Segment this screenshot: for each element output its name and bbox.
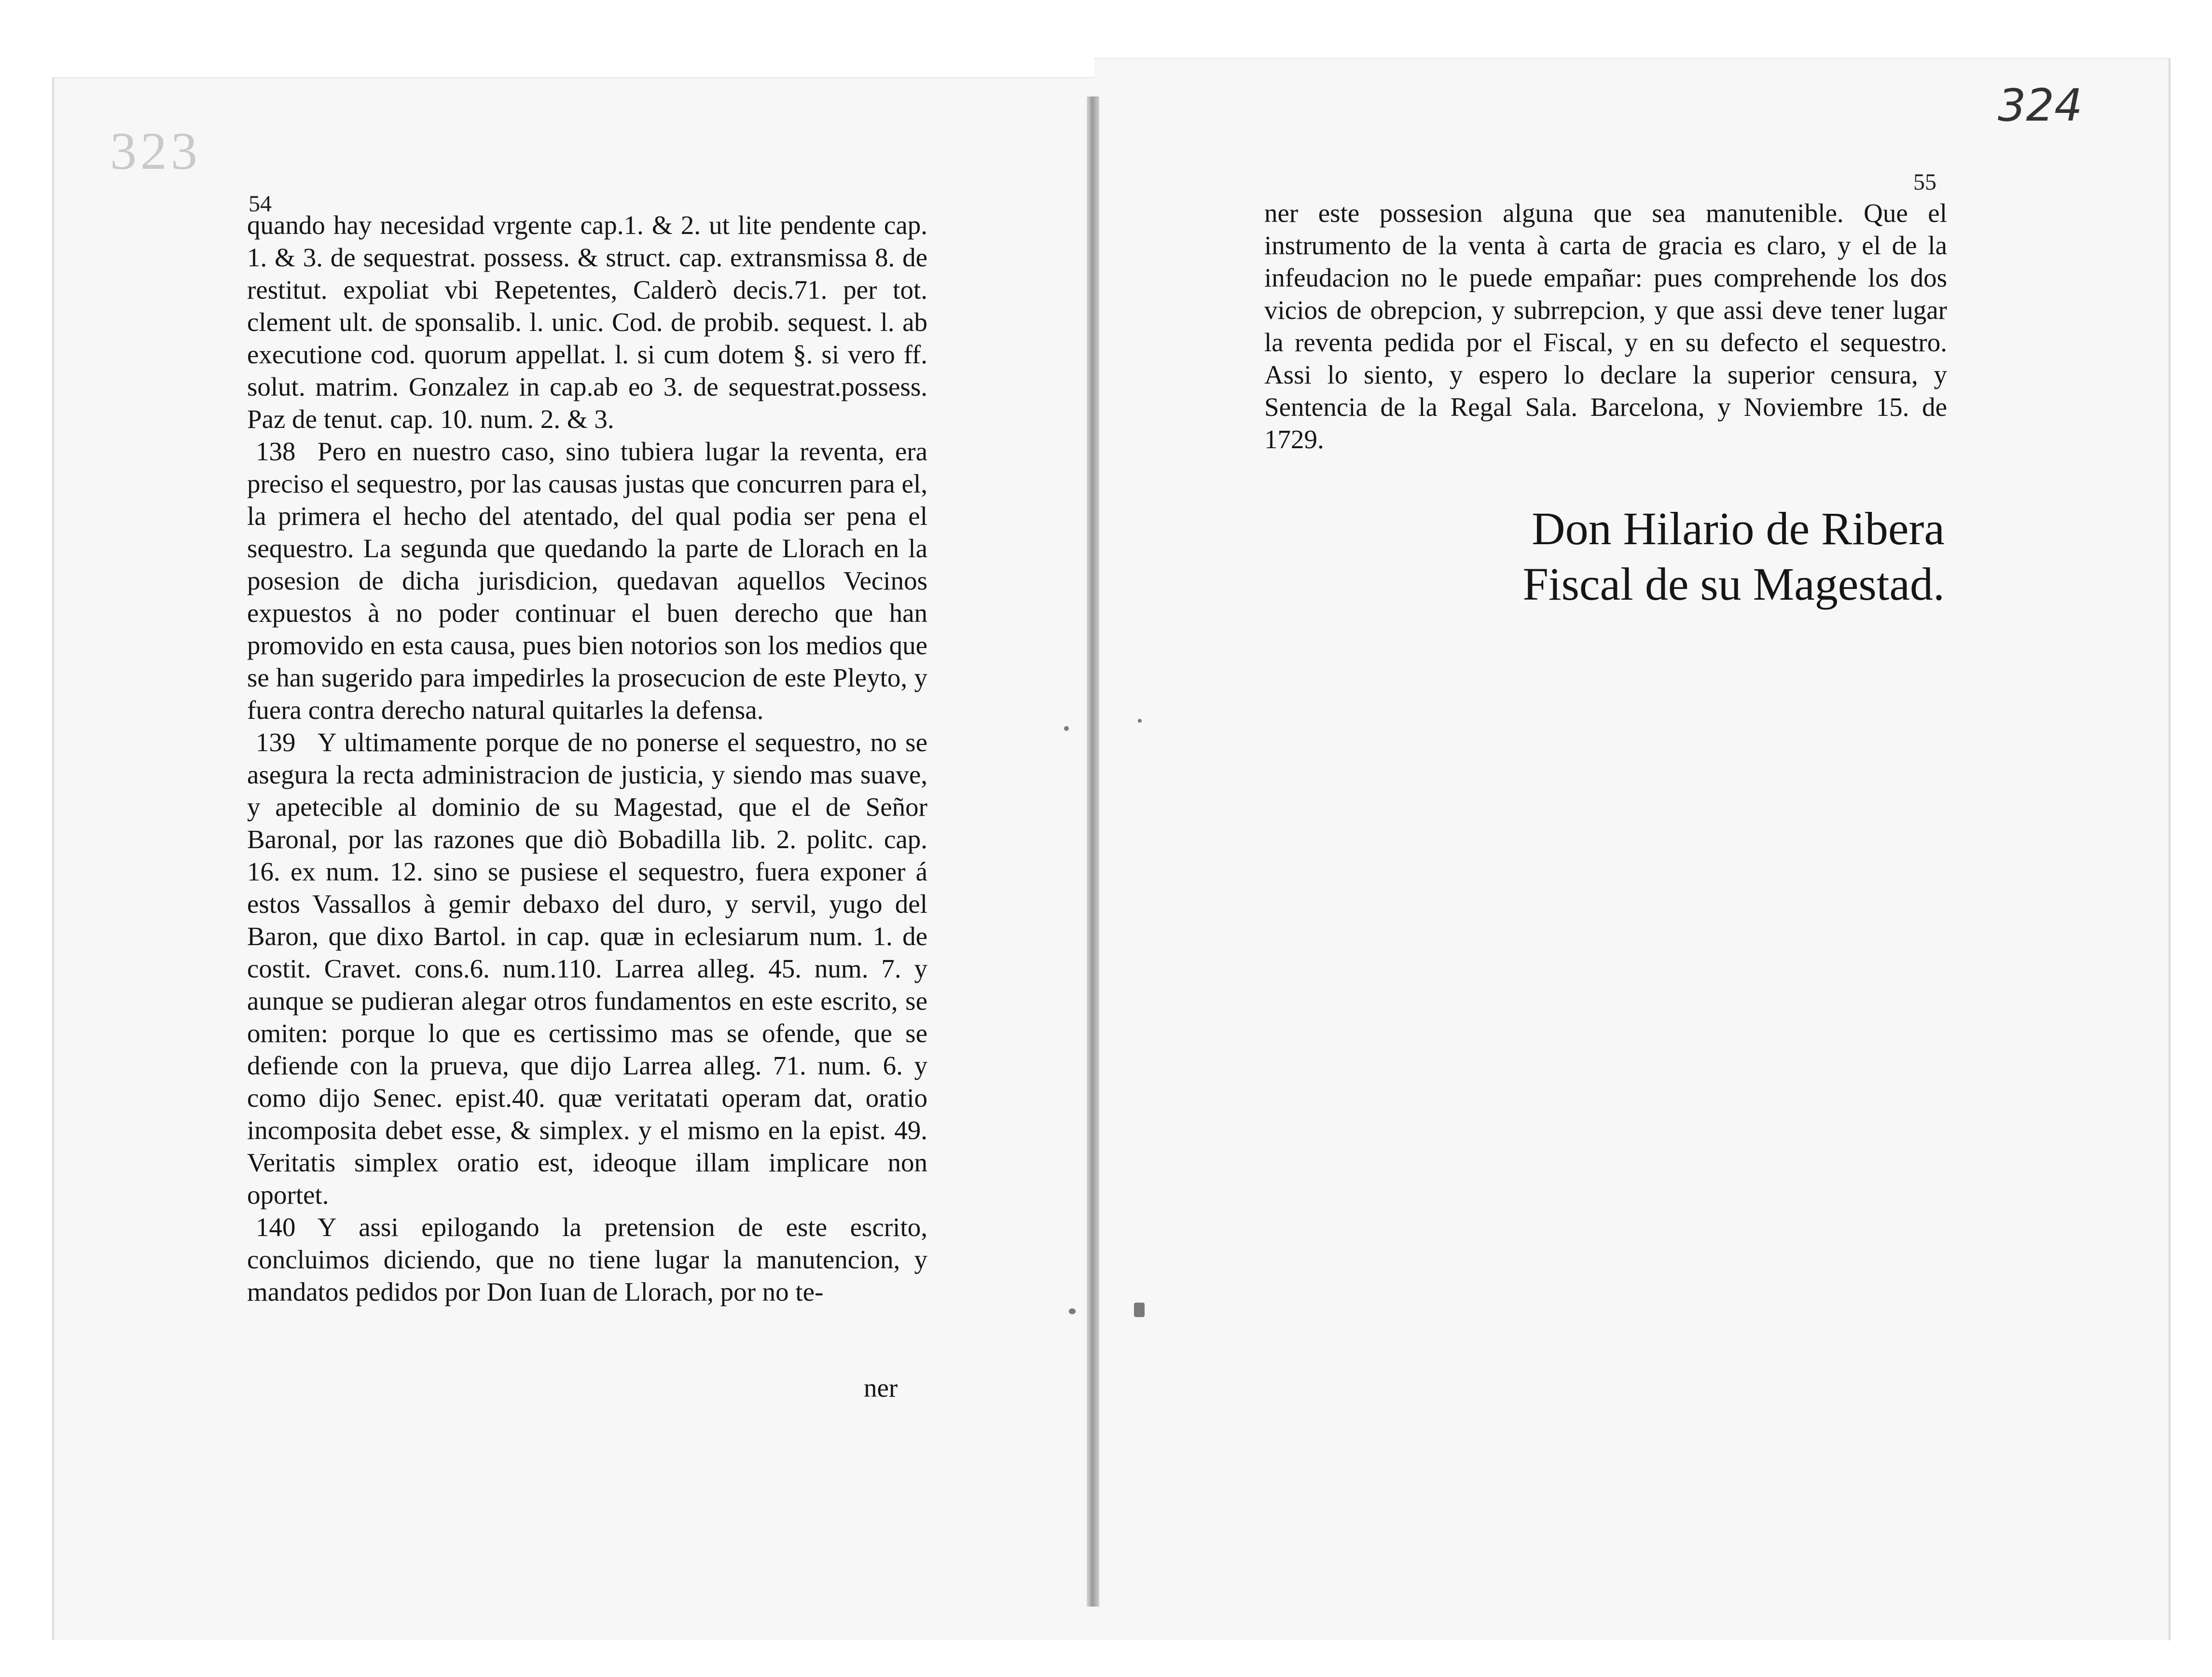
- folio-number: 324: [1998, 80, 2083, 131]
- paragraph-text: Y assi epilogando la pretension de este escrito, concluimos diciendo, que no tiene lugar la manutencion, y mandatos pedidos por Don Iuan de Llorach, por no te-: [247, 1212, 927, 1306]
- paragraph-text: quando hay necesidad vrgente cap.1. & 2. ut lite pendente cap. 1. & 3. de sequestrat. possess. & struct. cap. extransmissa 8. de restitut. expoliat vbi Repetentes, Calderò decis.71. per tot. clement ult. de sponsalib. l. unic. Cod. de probib. sequest. l. ab executione cod. quorum appellat. l. si cum dotem §. si vero ff. solut. matrim. Gonzalez in cap.ab eo 3. de sequestrat.possess. Paz de tenut. cap. 10. num. 2. & 3.: [247, 210, 927, 434]
- paragraph-138: [247, 435, 927, 726]
- bleed-through-number: 323: [110, 122, 201, 180]
- paragraph-text: ner este possesion alguna que sea manutenible. Que el instrumento de la venta à carta de gracia es claro, y el de la infeudacion no le puede empañar: pues comprehende los dos vicios de obrepcion, y subrrepcion, y que assi deve tener lugar la reventa pedida por el Fiscal, y en su defecto el sequestro. Assi lo siento, y espero lo declare la superior censura, y Sentencia de la Regal Sala. Barcelona, y Noviembre 15. de 1729.: [1264, 198, 1947, 454]
- paragraph-continuation: [247, 209, 927, 435]
- right-page-number: 55: [1913, 169, 1936, 195]
- ink-speck: [1138, 719, 1142, 723]
- paragraph-number: 139: [256, 728, 296, 757]
- paragraph-text: Y ultimamente porque de no ponerse el sequestro, no se asegura la recta administracion de justicia, y siendo mas suave, y apetecible al dominio de su Magestad, que el de Señor Baronal, por las razones que diò Bobadilla lib. 2. politc. cap. 16. ex num. 12. sino se pusiese el sequestro, fuera exponer á estos Vassallos à gemir debaxo del duro, y servil, yugo del Baron, que dixo Bartol. in cap. quæ in eclesiarum num. 1. de costit. Cravet. cons.6. num.110. Larrea alleg. 45. num. 7. y aunque se pudieran alegar otros fundamentos en este escrito, se omiten: porque lo que es certissimo mas se ofende, que se defiende con la prueva, que dijo Larrea alleg. 71. num. 6. y como dijo Senec. epist.40. quæ veritatati operam dat, oratio incomposita debet esse, & simplex. y el mismo en la epist. 49. Veritatis simplex oratio est, ideoque illam implicare non oportet.: [247, 728, 927, 1210]
- paragraph-number: 140: [256, 1212, 296, 1242]
- ink-speck: [1064, 726, 1069, 731]
- paragraph-number: 138: [256, 437, 296, 466]
- right-page-text: [1264, 197, 1947, 455]
- paragraph-text: Pero en nuestro caso, sino tubiera lugar la reventa, era preciso el sequestro, por las causas justas que concurren para el, la primera el hecho del atentado, del qual podia ser pena el sequestro. La segunda que quedando la parte de Llorach en la posesion de dicha jurisdicion, quedavan aquellos Vecinos expuestos à no poder continuar el buen derecho que han promovido en esta causa, pues bien notorios son los medios que se han sugerido para impedirles la prosecucion de este Pleyto, y fuera contra derecho natural quitarles la defensa.: [247, 437, 927, 725]
- signature-name: Don Hilario de Ribera: [1532, 503, 1945, 554]
- catchword: ner: [864, 1373, 898, 1402]
- book-gutter: [1087, 96, 1099, 1607]
- paragraph-139: [247, 726, 927, 1211]
- paragraph-140: [247, 1211, 927, 1308]
- left-page-text: [247, 209, 927, 1308]
- left-page-number: 54: [249, 191, 272, 217]
- ink-speck: [1069, 1308, 1076, 1314]
- ink-speck: [1134, 1303, 1145, 1317]
- signature-title: Fiscal de su Magestad.: [1522, 558, 1945, 610]
